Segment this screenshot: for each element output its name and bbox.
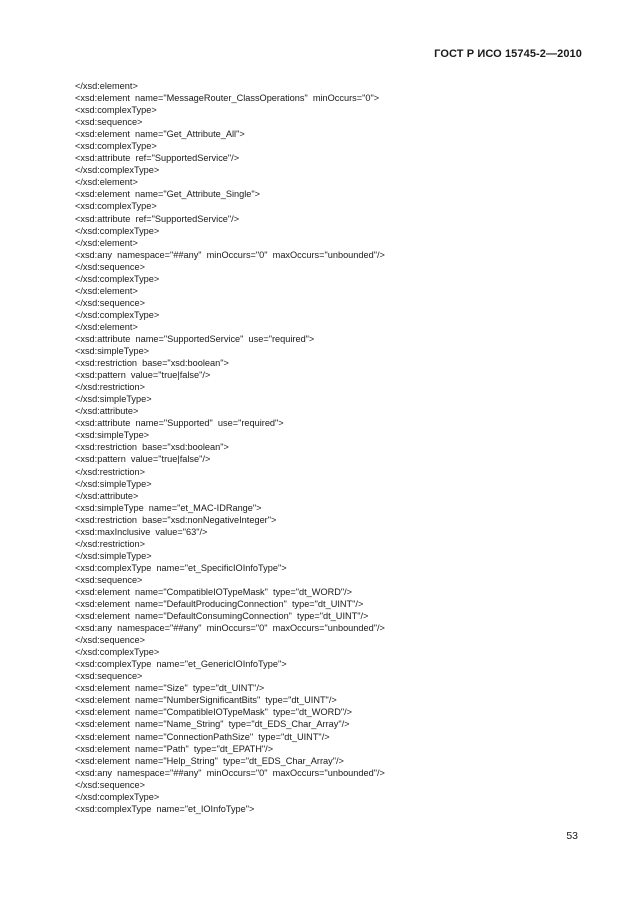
code-line: <xsd:restriction base="xsd:boolean"> (75, 358, 229, 369)
code-line: <xsd:simpleType> (75, 430, 150, 441)
code-line: <xsd:element name="Path" type="dt_EPATH"/> (75, 743, 274, 754)
code-line: </xsd:element> (75, 177, 138, 188)
code-line: <xsd:element name="NumberSignificantBits" type="dt_UINT"/> (75, 695, 337, 706)
code-line: <xsd:element name="ConnectionPathSize" type="dt_UINT"/> (75, 731, 330, 742)
code-line: <xsd:maxInclusive value="63"/> (75, 526, 208, 537)
code-line: <xsd:any namespace="##any" minOccurs="0" maxOccurs="unbounded"/> (75, 767, 385, 778)
code-line: </xsd:sequence> (75, 635, 145, 646)
code-line: <xsd:simpleType> (75, 346, 150, 357)
code-line: </xsd:element> (75, 81, 138, 91)
code-line: <xsd:complexType> (75, 201, 157, 212)
code-line: <xsd:simpleType name="et_MAC-IDRange"> (75, 502, 262, 513)
code-line: <xsd:attribute name="Supported" use="required"> (75, 418, 284, 429)
code-line: </xsd:restriction> (75, 538, 145, 549)
code-line: <xsd:attribute name="SupportedService" use="required"> (75, 333, 315, 344)
code-line: <xsd:element name="Help_String" type="dt_EDS_Char_Array"/> (75, 755, 344, 766)
code-line: <xsd:element name="Get_Attribute_All"> (75, 129, 245, 140)
code-line: <xsd:element name="MessageRouter_ClassOperations" minOccurs="0"> (75, 93, 380, 104)
code-line: <xsd:sequence> (75, 574, 143, 585)
code-line: <xsd:element name="Get_Attribute_Single"> (75, 189, 261, 200)
code-line: <xsd:complexType> (75, 141, 157, 152)
code-line: </xsd:simpleType> (75, 478, 152, 489)
code-line: <xsd:sequence> (75, 671, 143, 682)
code-line: <xsd:complexType> (75, 105, 157, 116)
code-line: <xsd:element name="Name_String" type="dt_EDS_Char_Array"/> (75, 719, 350, 730)
code-line: <xsd:element name="CompatibleIOTypeMask" type="dt_WORD"/> (75, 707, 353, 718)
code-line: </xsd:complexType> (75, 309, 160, 320)
code-line: <xsd:restriction base="xsd:boolean"> (75, 442, 229, 453)
code-line: </xsd:attribute> (75, 490, 139, 501)
code-line: </xsd:restriction> (75, 466, 145, 477)
code-line: <xsd:complexType name="et_IOInfoType"> (75, 803, 255, 814)
code-line: </xsd:simpleType> (75, 394, 152, 405)
code-line: <xsd:any namespace="##any" minOccurs="0" maxOccurs="unbounded"/> (75, 249, 385, 260)
code-line: <xsd:attribute ref="SupportedService"/> (75, 153, 240, 164)
code-line: </xsd:complexType> (75, 165, 160, 176)
code-line: <xsd:pattern value="true|false"/> (75, 370, 211, 381)
code-line: <xsd:sequence> (75, 117, 143, 128)
page-number: 53 (566, 830, 578, 842)
code-line: </xsd:sequence> (75, 297, 145, 308)
code-line: <xsd:element name="DefaultConsumingConnection" type="dt_UINT"/> (75, 611, 369, 622)
code-line: <xsd:element name="DefaultProducingConnection" type="dt_UINT"/> (75, 599, 364, 610)
code-line: </xsd:element> (75, 285, 138, 296)
xsd-code-listing (75, 80, 575, 815)
code-line: </xsd:sequence> (75, 779, 145, 790)
code-line: </xsd:element> (75, 237, 138, 248)
document-header-title: ГОСТ Р ИСО 15745-2—2010 (434, 48, 582, 60)
code-line: </xsd:element> (75, 321, 138, 332)
code-line: </xsd:complexType> (75, 791, 160, 802)
code-line: <xsd:pattern value="true|false"/> (75, 454, 211, 465)
code-line: <xsd:complexType name="et_SpecificIOInfoType"> (75, 562, 287, 573)
code-line: <xsd:attribute ref="SupportedService"/> (75, 213, 240, 224)
code-line: </xsd:sequence> (75, 261, 145, 272)
code-line: <xsd:any namespace="##any" minOccurs="0" maxOccurs="unbounded"/> (75, 623, 385, 634)
code-line: </xsd:restriction> (75, 382, 145, 393)
code-line: <xsd:complexType name="et_GenericIOInfoType"> (75, 659, 287, 670)
code-line: <xsd:restriction base="xsd:nonNegativeInteger"> (75, 514, 277, 525)
code-line: </xsd:complexType> (75, 225, 160, 236)
code-line: </xsd:complexType> (75, 273, 160, 284)
code-line: </xsd:attribute> (75, 406, 139, 417)
code-line: <xsd:element name="CompatibleIOTypeMask" type="dt_WORD"/> (75, 586, 353, 597)
code-line: </xsd:simpleType> (75, 550, 152, 561)
code-line: <xsd:element name="Size" type="dt_UINT"/> (75, 683, 265, 694)
code-line: </xsd:complexType> (75, 647, 160, 658)
